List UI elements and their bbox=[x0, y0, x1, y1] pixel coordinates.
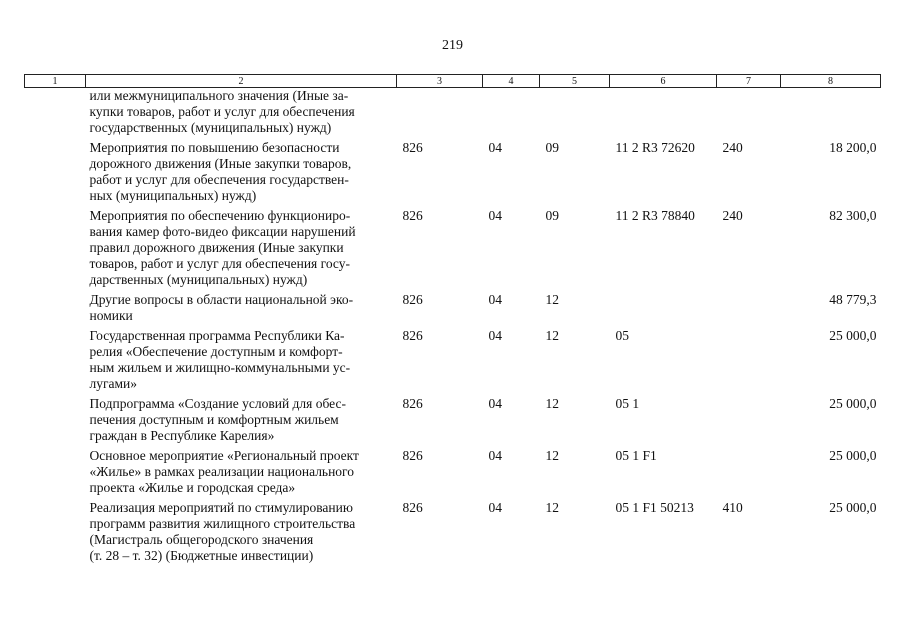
budget-item-name-line: (т. 28 – т. 32) (Бюджетные инвестиции) bbox=[89, 548, 314, 563]
target-item-code bbox=[610, 88, 717, 141]
budget-item-name bbox=[86, 396, 397, 448]
budget-item-name-line: релия «Обеспечение доступным и комфорт- bbox=[89, 344, 343, 359]
target-item-code: 05 1 F1 bbox=[615, 448, 657, 463]
column-number: 2 bbox=[86, 75, 397, 88]
budget-item-name-line: лугами» bbox=[89, 376, 138, 391]
blank-cell bbox=[25, 140, 86, 208]
target-item-code: 11 2 R3 78840 bbox=[615, 208, 695, 223]
amount-value: 25 000,0 bbox=[829, 396, 877, 411]
section-code: 04 bbox=[488, 208, 502, 223]
section-code: 04 bbox=[488, 140, 502, 155]
admin-code: 826 bbox=[402, 448, 423, 463]
budget-item-name-line: купки товаров, работ и услуг для обеспечения bbox=[89, 104, 355, 119]
blank-cell bbox=[25, 396, 86, 448]
budget-item-name bbox=[86, 140, 397, 208]
budget-item-name-line: ных (муниципальных) нужд) bbox=[89, 188, 257, 203]
column-number: 8 bbox=[781, 75, 881, 88]
blank-cell bbox=[25, 208, 86, 292]
amount-value: 25 000,0 bbox=[829, 328, 877, 343]
amount-value bbox=[781, 88, 881, 141]
subsection-code: 12 bbox=[545, 500, 559, 515]
budget-item-name-line: Мероприятия по обеспечению функциониро- bbox=[89, 208, 351, 223]
amount-value: 25 000,0 bbox=[829, 500, 877, 515]
table-row bbox=[25, 396, 881, 448]
column-number: 3 bbox=[397, 75, 483, 88]
budget-item-name-line: или межмуниципального значения (Иные за- bbox=[89, 88, 349, 103]
column-number: 7 bbox=[717, 75, 781, 88]
budget-item-name-line: печения доступным и комфортным жильем bbox=[89, 412, 339, 427]
expense-type-code bbox=[717, 448, 781, 500]
budget-item-name-line: работ и услуг для обеспечения государствен- bbox=[89, 172, 349, 187]
expense-type-code: 240 bbox=[722, 208, 743, 223]
budget-item-name-line: правил дорожного движения (Иные закупки bbox=[89, 240, 344, 255]
expense-type-code bbox=[717, 328, 781, 396]
budget-item-name-line: Государственная программа Республики Ка- bbox=[89, 328, 345, 343]
expense-type-code bbox=[717, 396, 781, 448]
expense-type-code: 410 bbox=[722, 500, 743, 515]
budget-item-name-line: Другие вопросы в области национальной эко- bbox=[89, 292, 354, 307]
section-code: 04 bbox=[488, 292, 502, 307]
section-code: 04 bbox=[488, 396, 502, 411]
budget-item-name-line: дарственных (муниципальных) нужд) bbox=[89, 272, 308, 287]
column-number: 4 bbox=[483, 75, 540, 88]
budget-item-name-line: граждан в Республике Карелия» bbox=[89, 428, 275, 443]
amount-value: 18 200,0 bbox=[829, 140, 877, 155]
budget-item-name-line: «Жилье» в рамках реализации национального bbox=[89, 464, 355, 479]
budget-item-name-line: товаров, работ и услуг для обеспечения госу- bbox=[89, 256, 350, 271]
amount-value: 25 000,0 bbox=[829, 448, 877, 463]
target-item-code: 11 2 R3 72620 bbox=[615, 140, 695, 155]
admin-code: 826 bbox=[402, 208, 423, 223]
target-item-code: 05 1 F1 50213 bbox=[615, 500, 694, 515]
target-item-code bbox=[610, 292, 717, 328]
expense-type-code: 240 bbox=[722, 140, 743, 155]
admin-code: 826 bbox=[402, 328, 423, 343]
column-number: 6 bbox=[610, 75, 717, 88]
table-row bbox=[25, 328, 881, 396]
page-number: 219 bbox=[442, 38, 463, 53]
table-row bbox=[25, 448, 881, 500]
budget-item-name bbox=[86, 328, 397, 396]
admin-code bbox=[397, 88, 483, 141]
blank-cell bbox=[25, 88, 86, 141]
expense-type-code bbox=[717, 88, 781, 141]
budget-item-name-line: Реализация мероприятий по стимулированию bbox=[89, 500, 353, 515]
table-row bbox=[25, 208, 881, 292]
budget-item-name-line: дорожного движения (Иные закупки товаров, bbox=[89, 156, 352, 171]
budget-item-name-line: (Магистраль общегородского значения bbox=[89, 532, 314, 547]
budget-item-name bbox=[86, 500, 397, 568]
budget-item-name-line: проекта «Жилье и городская среда» bbox=[89, 480, 296, 495]
admin-code: 826 bbox=[402, 292, 423, 307]
section-code: 04 bbox=[488, 500, 502, 515]
subsection-code: 09 bbox=[545, 208, 559, 223]
target-item-code: 05 bbox=[615, 328, 629, 343]
column-number: 1 bbox=[25, 75, 86, 88]
blank-cell bbox=[25, 328, 86, 396]
amount-value: 82 300,0 bbox=[829, 208, 877, 223]
budget-item-name-line: вания камер фото-видео фиксации нарушений bbox=[89, 224, 356, 239]
blank-cell bbox=[25, 448, 86, 500]
budget-item-name bbox=[86, 448, 397, 500]
admin-code: 826 bbox=[402, 396, 423, 411]
subsection-code: 09 bbox=[545, 140, 559, 155]
budget-item-name-line: номики bbox=[89, 308, 133, 323]
table-row bbox=[25, 292, 881, 328]
blank-cell bbox=[25, 500, 86, 568]
subsection-code: 12 bbox=[545, 292, 559, 307]
section-code: 04 bbox=[488, 448, 502, 463]
budget-item-name-line: Подпрограмма «Создание условий для обес- bbox=[89, 396, 346, 411]
table-row bbox=[25, 500, 881, 568]
admin-code: 826 bbox=[402, 140, 423, 155]
budget-item-name-line: Мероприятия по повышению безопасности bbox=[89, 140, 340, 155]
budget-item-name-line: программ развития жилищного строительства bbox=[89, 516, 356, 531]
subsection-code bbox=[540, 88, 610, 141]
column-number: 5 bbox=[540, 75, 610, 88]
subsection-code: 12 bbox=[545, 448, 559, 463]
section-code: 04 bbox=[488, 328, 502, 343]
subsection-code: 12 bbox=[545, 396, 559, 411]
target-item-code: 05 1 bbox=[615, 396, 640, 411]
table-row bbox=[25, 88, 881, 141]
budget-item-name bbox=[86, 88, 397, 141]
column-number-header bbox=[25, 75, 881, 88]
section-code bbox=[483, 88, 540, 141]
blank-cell bbox=[25, 292, 86, 328]
budget-table bbox=[24, 74, 881, 568]
admin-code: 826 bbox=[402, 500, 423, 515]
budget-item-name-line: ным жильем и жилищно-коммунальными ус- bbox=[89, 360, 351, 375]
budget-item-name bbox=[86, 292, 397, 328]
subsection-code: 12 bbox=[545, 328, 559, 343]
amount-value: 48 779,3 bbox=[829, 292, 877, 307]
budget-item-name-line: государственных (муниципальных) нужд) bbox=[89, 120, 332, 135]
budget-item-name-line: Основное мероприятие «Региональный проект bbox=[89, 448, 359, 463]
table-body bbox=[25, 88, 881, 569]
budget-item-name bbox=[86, 208, 397, 292]
expense-type-code bbox=[717, 292, 781, 328]
table-row bbox=[25, 140, 881, 208]
